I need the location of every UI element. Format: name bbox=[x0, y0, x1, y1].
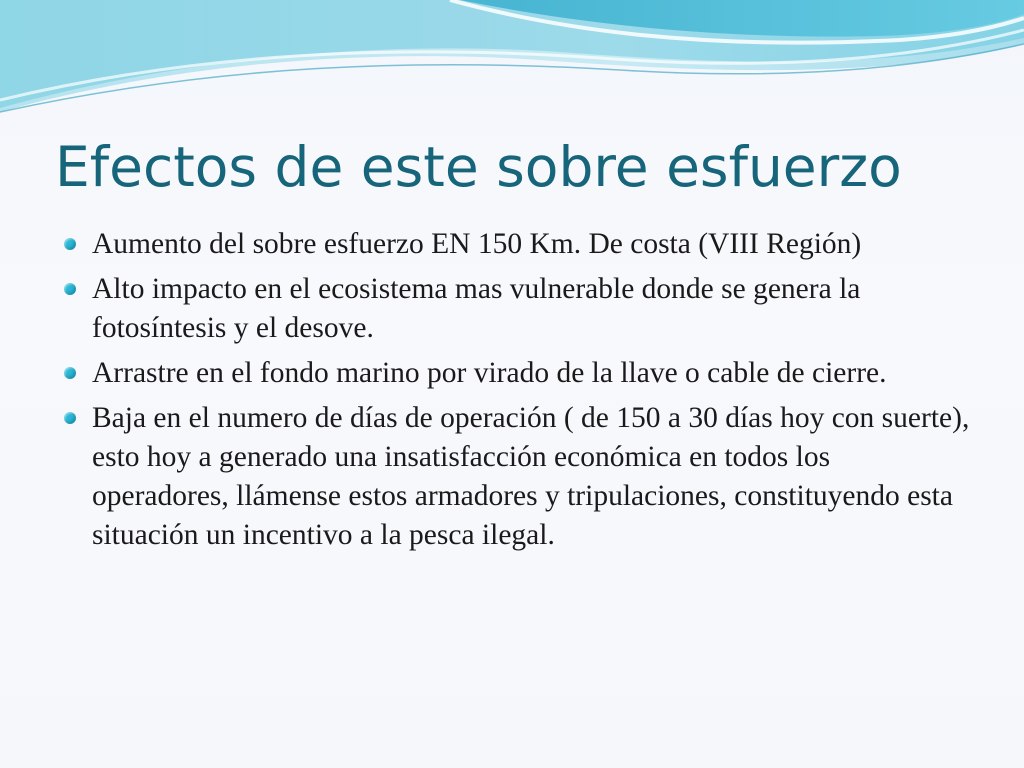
bullet-list bbox=[0, 225, 1024, 561]
bullet-text: Baja en el numero de días de operación ( de 150 a 30 días hoy con suerte), esto hoy a generado una insatisfacción económica en todos los operadores, llámense estos armadores y tripulaciones, constituyendo esta situación un incentivo a la pesca ilegal. bbox=[92, 402, 970, 551]
bullet-text: Aumento del sobre esfuerzo EN 150 Km. De costa (VIII Región) bbox=[92, 228, 862, 260]
bullet-text: Alto impacto en el ecosistema mas vulnerable donde se genera la fotosíntesis y el desove. bbox=[92, 273, 861, 344]
bullet-item bbox=[0, 354, 1024, 393]
slide-title: Efectos de este sobre esfuerzo bbox=[55, 135, 902, 199]
bullet-dot-icon bbox=[64, 238, 76, 250]
bullet-item bbox=[0, 225, 1024, 264]
header-wave-decoration bbox=[0, 0, 1024, 120]
bullet-dot-icon bbox=[64, 283, 76, 295]
bullet-item bbox=[0, 399, 1024, 555]
bullet-dot-icon bbox=[64, 367, 76, 379]
bullet-dot-icon bbox=[64, 412, 76, 424]
bullet-item bbox=[0, 270, 1024, 348]
bullet-text: Arrastre en el fondo marino por virado de la llave o cable de cierre. bbox=[92, 357, 887, 389]
